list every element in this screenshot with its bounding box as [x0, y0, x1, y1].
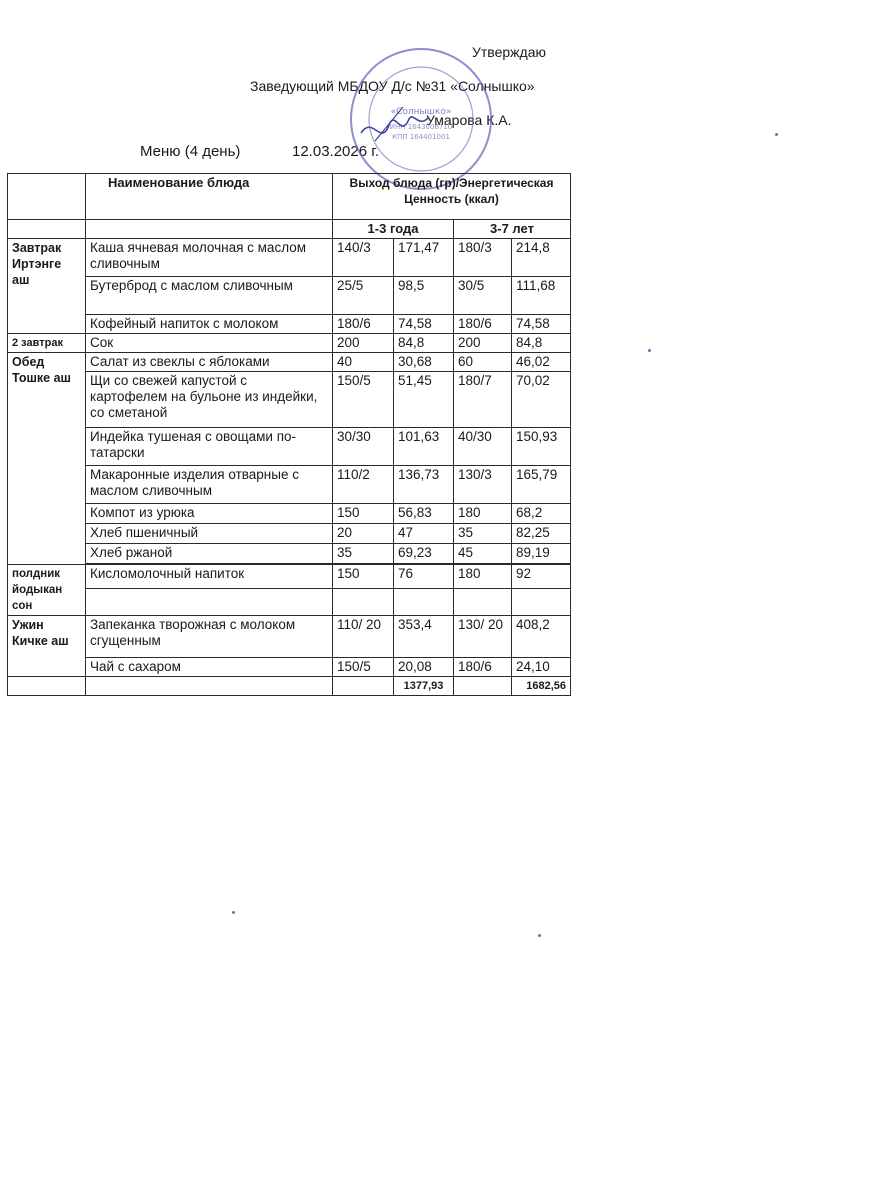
head-name: Умарова К.А.: [426, 112, 512, 128]
dish-name: Хлеб пшеничный: [86, 524, 333, 544]
kcal-cell: 84,8: [512, 334, 571, 353]
weight-cell: 35: [454, 524, 512, 544]
meal-label: 2 завтрак: [8, 334, 86, 353]
empty-cell: [8, 677, 86, 696]
weight-cell: 35: [333, 544, 394, 564]
weight-cell: 20: [333, 524, 394, 544]
kcal-cell: 214,8: [512, 239, 571, 277]
weight-cell: 180/6: [454, 658, 512, 677]
kcal-cell: 150,93: [512, 428, 571, 466]
total-kcal-3-7: 1682,56: [512, 677, 571, 696]
dish-column-header: Наименование блюда: [86, 174, 333, 220]
weight-cell: 45: [454, 544, 512, 564]
kcal-cell: 92: [512, 565, 571, 589]
weight-cell: 30/30: [333, 428, 394, 466]
kcal-cell: 89,19: [512, 544, 571, 564]
dish-name: Макаронные изделия отварные с маслом сливочным: [86, 466, 333, 504]
age-group-header: 1-3 года: [333, 220, 454, 239]
empty-cell: [454, 677, 512, 696]
dish-name: Чай с сахаром: [86, 658, 333, 677]
kcal-cell: 84,8: [394, 334, 454, 353]
weight-cell: 180/6: [454, 315, 512, 334]
weight-cell: 40: [333, 353, 394, 372]
weight-cell: 180/6: [333, 315, 394, 334]
meal-label: Завтрак Иртэнге аш: [8, 239, 86, 334]
meal-column-header: [8, 174, 86, 220]
kcal-cell: 98,5: [394, 277, 454, 315]
weight-cell: 110/2: [333, 466, 394, 504]
empty-cell: [8, 220, 86, 239]
kcal-cell: 69,23: [394, 544, 454, 564]
dish-name: Салат из свеклы с яблоками: [86, 353, 333, 372]
weight-cell: 200: [454, 334, 512, 353]
svg-text:«Солнышко»: «Солнышко»: [390, 107, 452, 117]
kcal-cell: 47: [394, 524, 454, 544]
dish-name: Хлеб ржаной: [86, 544, 333, 564]
weight-cell: 25/5: [333, 277, 394, 315]
empty-cell: [86, 677, 333, 696]
scan-speck: [648, 349, 651, 352]
empty-cell: [333, 677, 394, 696]
kcal-cell: 101,63: [394, 428, 454, 466]
weight-cell: 150/5: [333, 658, 394, 677]
signature-icon: [355, 95, 435, 155]
empty-cell: [512, 589, 571, 616]
weight-cell: 180/3: [454, 239, 512, 277]
age-group-header: 3-7 лет: [454, 220, 571, 239]
weight-cell: 60: [454, 353, 512, 372]
empty-cell: [86, 589, 333, 616]
weight-cell: 30/5: [454, 277, 512, 315]
menu-title: Меню (4 день): [140, 143, 241, 160]
weight-cell: 180: [454, 504, 512, 524]
kcal-cell: 74,58: [512, 315, 571, 334]
kcal-cell: 46,02: [512, 353, 571, 372]
dish-name: Щи со свежей капустой с картофелем на бульоне из индейки, со сметаной: [86, 372, 333, 428]
kcal-cell: 30,68: [394, 353, 454, 372]
weight-cell: 180/7: [454, 372, 512, 428]
kcal-cell: 82,25: [512, 524, 571, 544]
weight-cell: 150/5: [333, 372, 394, 428]
scan-speck: [775, 133, 778, 136]
weight-cell: 150: [333, 504, 394, 524]
kcal-cell: 68,2: [512, 504, 571, 524]
empty-cell: [86, 220, 333, 239]
dish-name: Индейка тушеная с овощами по-татарски: [86, 428, 333, 466]
meal-label: полдник йодыкан сон: [8, 565, 86, 616]
svg-text:КПП 164401001: КПП 164401001: [392, 133, 450, 141]
empty-cell: [454, 589, 512, 616]
kcal-cell: 136,73: [394, 466, 454, 504]
kcal-cell: 24,10: [512, 658, 571, 677]
empty-cell: [333, 589, 394, 616]
menu-date: 12.03.2026 г.: [292, 143, 380, 160]
kcal-cell: 51,45: [394, 372, 454, 428]
kcal-cell: 111,68: [512, 277, 571, 315]
menu-table: [7, 173, 571, 696]
approval-label: Утверждаю: [472, 44, 546, 60]
kcal-cell: 70,02: [512, 372, 571, 428]
weight-cell: 40/30: [454, 428, 512, 466]
dish-name: Компот из урюка: [86, 504, 333, 524]
dish-name: Кисломолочный напиток: [86, 565, 333, 589]
total-kcal-1-3: 1377,93: [394, 677, 454, 696]
weight-cell: 110/ 20: [333, 616, 394, 658]
meal-label: Ужин Кичке аш: [8, 616, 86, 677]
kcal-cell: 20,08: [394, 658, 454, 677]
kcal-cell: 353,4: [394, 616, 454, 658]
kcal-cell: 408,2: [512, 616, 571, 658]
dish-name: Бутерброд с маслом сливочным: [86, 277, 333, 315]
scan-speck: [232, 911, 235, 914]
scan-speck: [538, 934, 541, 937]
meal-label: Обед Тошке аш: [8, 353, 86, 565]
dish-name: Сок: [86, 334, 333, 353]
head-title: Заведующий МБДОУ Д/с №31 «Солнышко»: [250, 78, 535, 94]
weight-cell: 150: [333, 565, 394, 589]
weight-cell: 140/3: [333, 239, 394, 277]
empty-cell: [394, 589, 454, 616]
dish-name: Кофейный напиток с молоком: [86, 315, 333, 334]
dish-name: Запеканка творожная с молоком сгущенным: [86, 616, 333, 658]
kcal-cell: 171,47: [394, 239, 454, 277]
output-column-header: Выход блюда (гр)/Энергетическая Ценность (ккал): [333, 174, 571, 220]
kcal-cell: 74,58: [394, 315, 454, 334]
weight-cell: 200: [333, 334, 394, 353]
weight-cell: 130/3: [454, 466, 512, 504]
kcal-cell: 56,83: [394, 504, 454, 524]
kcal-cell: 165,79: [512, 466, 571, 504]
weight-cell: 180: [454, 565, 512, 589]
svg-text:ИНН 1643006710: ИНН 1643006710: [389, 123, 453, 131]
weight-cell: 130/ 20: [454, 616, 512, 658]
kcal-cell: 76: [394, 565, 454, 589]
dish-name: Каша ячневая молочная с маслом сливочным: [86, 239, 333, 277]
